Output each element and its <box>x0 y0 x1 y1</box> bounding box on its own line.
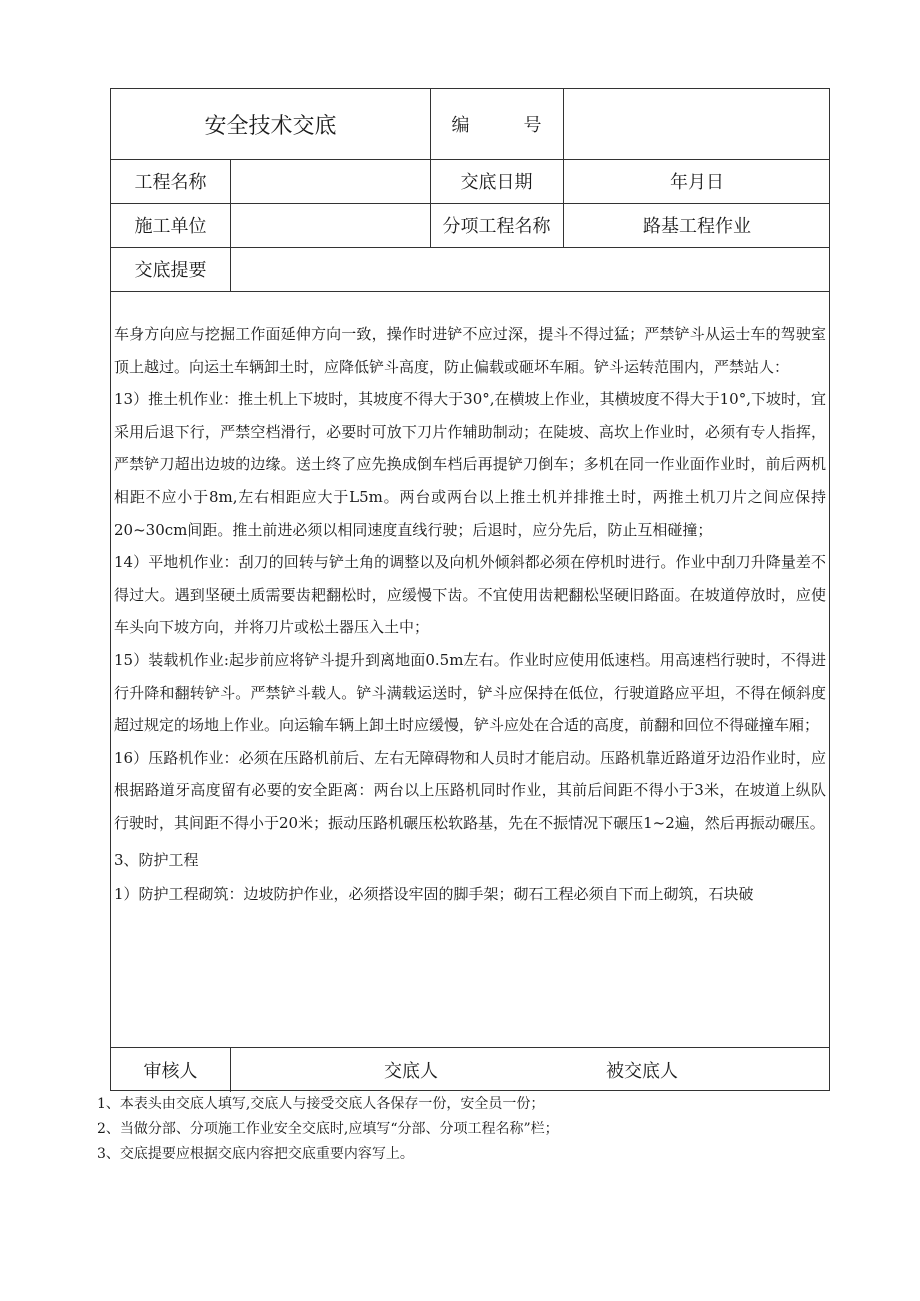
form-notes <box>97 1092 559 1167</box>
project-name-field[interactable] <box>230 159 430 203</box>
subproject-label: 分项工程名称 <box>442 216 551 237</box>
form-title: 安全技术交底 <box>204 113 337 139</box>
note-item: 2、当做分部、分项施工作业安全交底时,应填写“分部、分项工程名称”栏； <box>97 1121 559 1137</box>
date-field[interactable]: 年月日 <box>670 172 724 193</box>
date-label: 交底日期 <box>460 172 533 193</box>
subproject-field[interactable]: 路基工程作业 <box>643 216 751 237</box>
project-name-label: 工程名称 <box>134 172 207 193</box>
row-divider <box>111 291 829 292</box>
content-paragraph: 1）防护工程砌筑：边坡防护作业，必须搭设牢固的脚手架；砌石工程必须自下而上砌筑，石块破 <box>114 885 754 904</box>
content-paragraph: 13）推土机作业：推土机上下坡时，其坡度不得大于30°,在横坡上作业，其横坡度不得大于10°,下坡时，宜采用后退下行，严禁空档滑行，必要时可放下刀片作辅助制动；在陡坡、高坎上作业时，必须有专人指挥，严禁铲刀超出边坡的边缘。送土终了应先换成倒车档后再提铲刀倒车；多机在同一作业面作业时，前后两机相距不应小于8m,左右相距应大于L5m。两台或两台以上推土机并排推土时，两推土机刀片之间应保持20~30cm间距。推土前进必须以相同速度直线行驶；后退时，应分先后，防止互相碰撞； <box>114 390 826 539</box>
discloser-label: 交底人 <box>384 1060 438 1082</box>
content-paragraph: 16）压路机作业：必须在压路机前后、左右无障碍物和人员时才能启动。压路机靠近路道牙边沿作业时，应根据路道牙高度留有必要的安全距离：两台以上压路机同时作业，其前后间距不得小于3米，在坡道上纵队行驶时，其间距不得小于20米；振动压路机碾压松软路基，先在不振情况下碾压1~2遍，然后再振动碾压。 <box>114 748 826 832</box>
receiver-label: 被交底人 <box>606 1060 678 1082</box>
column-divider <box>230 1047 231 1092</box>
section-heading: 3、防护工程 <box>114 850 199 869</box>
note-item: 1、本表头由交底人填写,交底人与接受交底人各保存一份，安全员一份； <box>97 1096 545 1112</box>
summary-field[interactable] <box>230 247 831 291</box>
disclosure-form <box>110 88 830 1091</box>
summary-label: 交底提要 <box>134 260 207 281</box>
unit-field[interactable] <box>230 203 430 247</box>
code-field[interactable] <box>563 89 831 159</box>
content-paragraph: 14）平地机作业：刮刀的回转与铲土角的调整以及向机外倾斜都必须在停机时进行。作业中刮刀升降量差不得过大。遇到坚硬土质需要齿耙翻松时，应缓慢下齿。不宜使用齿耙翻松坚硬旧路面。在坡道停放时，应使车头向下坡方向，并将刀片或松土器压入土中； <box>114 553 826 637</box>
code-label: 编 号 <box>451 115 542 136</box>
content-paragraph: 车身方向应与挖掘工作面延伸方向一致，操作时进铲不应过深，提斗不得过猛；严禁铲斗从运士车的驾驶室顶上越过。向运土车辆卸土时，应降低铲斗高度，防止偏载或砸坏车厢。铲斗运转范围内，严禁站人： <box>114 325 826 376</box>
disclosure-content <box>114 318 826 911</box>
content-paragraph: 15）装载机作业:起步前应将铲斗提升到离地面0.5m左右。作业时应使用低速档。用高速档行驶时，不得进行升降和翻转铲斗。严禁铲斗载人。铲斗满载运送时，铲斗应保持在低位，行驶道路应平坦，不得在倾斜度超过规定的场地上作业。向运输车辆上卸土时应缓慢，铲斗应处在合适的高度，前翻和回位不得碰撞车厢； <box>114 650 826 735</box>
reviewer-label: 审核人 <box>143 1060 198 1082</box>
unit-label: 施工单位 <box>134 216 207 237</box>
note-item: 3、交底提要应根据交底内容把交底重要内容写上。 <box>97 1146 414 1162</box>
